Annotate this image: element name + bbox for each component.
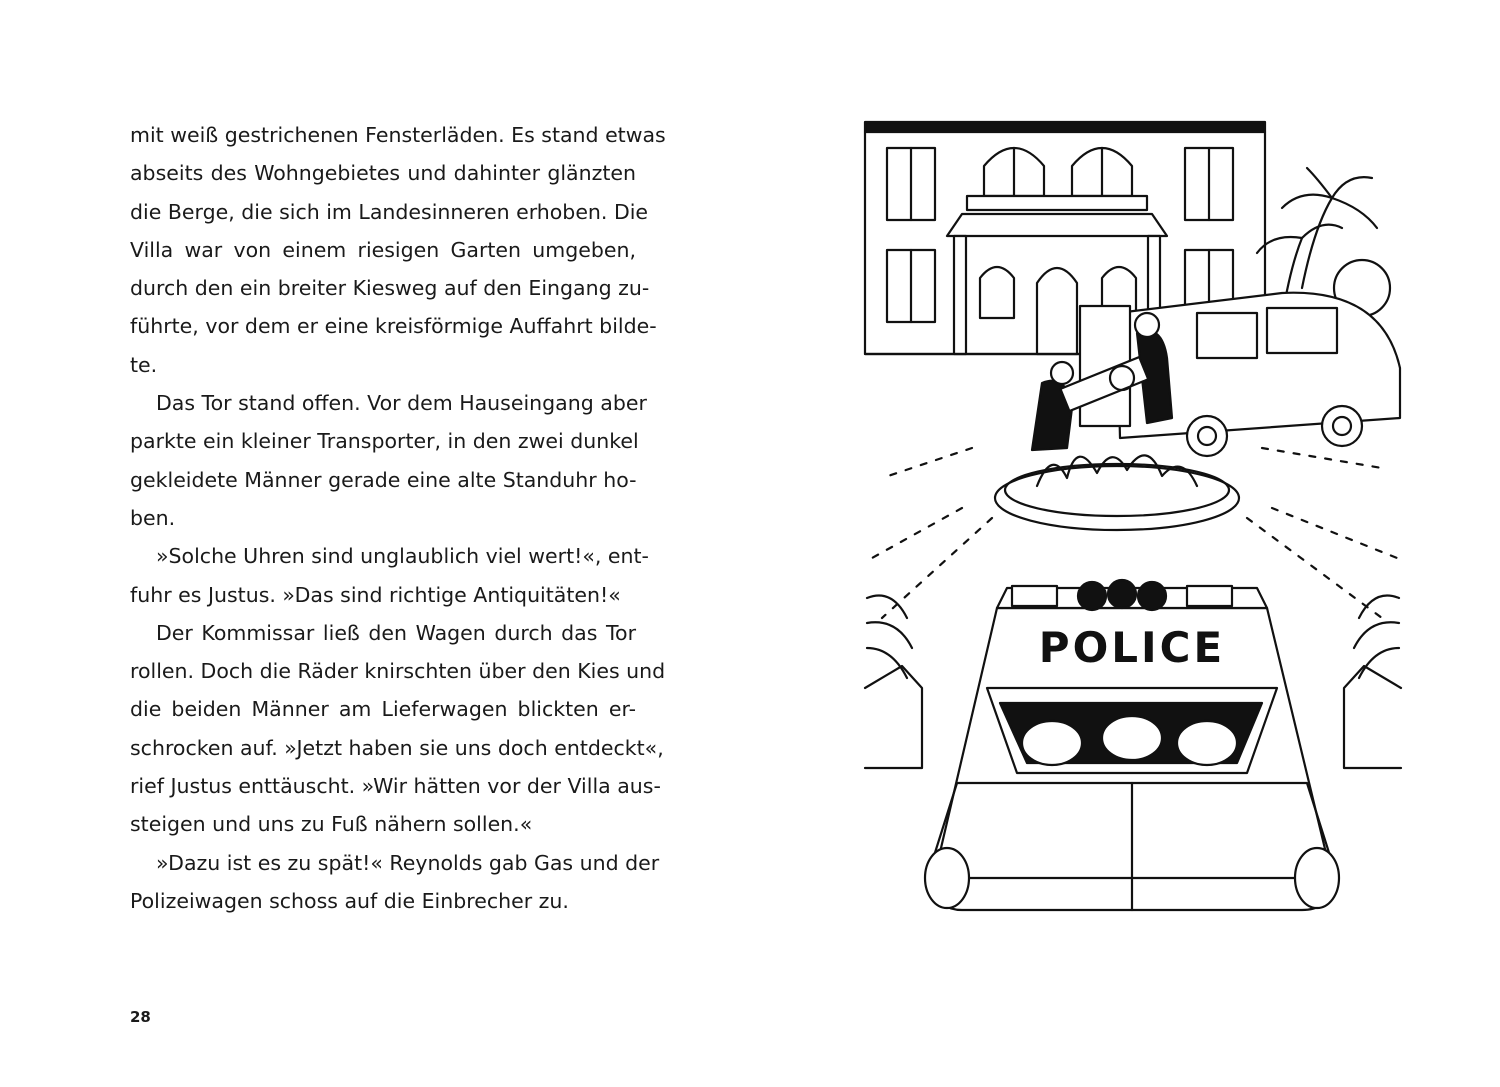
text-line: fuhr es Justus. »Das sind richtige Antiquitäten!« <box>130 582 621 607</box>
text-line: »Dazu ist es zu spät!« Reynolds gab Gas und der <box>156 850 660 875</box>
text-line: die beiden Männer am Lieferwagen blickten er- <box>130 697 636 722</box>
text-line: schrocken auf. »Jetzt haben sie uns doch entdeckt«, <box>130 735 664 760</box>
text-line: te. <box>130 352 158 377</box>
text-line: steigen und uns zu Fuß nähern sollen.« <box>130 812 533 837</box>
text-line: rollen. Doch die Räder knirschten über den Kies und <box>130 659 666 684</box>
text-line: »Solche Uhren sind unglaublich viel wert!«, ent- <box>156 544 649 569</box>
text-line: Das Tor stand offen. Vor dem Hauseingang aber <box>156 391 647 416</box>
illustration-police-car-villa <box>862 118 1404 914</box>
text-line: Der Kommissar ließ den Wagen durch das Tor <box>156 620 636 645</box>
roundabout-drawing <box>995 455 1239 530</box>
text-line: parkte ein kleiner Transporter, in den zwei dunkel <box>130 429 639 454</box>
text-line: durch den ein breiter Kiesweg auf den Eingang zu- <box>130 276 650 301</box>
text-line: rief Justus enttäuscht. »Wir hätten vor der Villa aus- <box>130 774 661 799</box>
text-line: Polizeiwagen schoss auf die Einbrecher zu. <box>130 888 569 913</box>
body-text <box>130 116 666 920</box>
text-line: mit weiß gestrichenen Fensterläden. Es stand etwas <box>130 123 666 147</box>
police-roof-lettering: POLICE <box>1038 623 1226 672</box>
text-line: die Berge, die sich im Landesinneren erhoben. Die <box>130 199 649 224</box>
text-line: gekleidete Männer gerade eine alte Standuhr ho- <box>130 467 637 492</box>
text-line: führte, vor dem er eine kreisförmige Auffahrt bilde- <box>130 314 657 339</box>
text-line: Villa war von einem riesigen Garten umgeben, <box>130 237 636 262</box>
text-line: ben. <box>130 505 176 530</box>
text-line: abseits des Wohngebietes und dahinter glänzten <box>130 161 636 186</box>
page-number: 28 <box>130 1008 151 1026</box>
